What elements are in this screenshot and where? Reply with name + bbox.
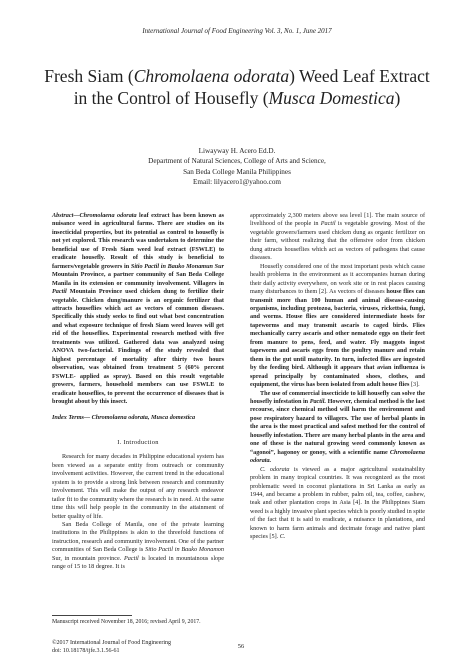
- right-p4-end: C.: [279, 533, 286, 541]
- title-part1: Fresh Siam (: [44, 66, 134, 86]
- author-email: Email: lilyacero1@yahoo.com: [192, 177, 282, 186]
- right-paragraph-3: [250, 390, 425, 466]
- intro-p2-text-b: Sur, in mountain province.: [52, 554, 124, 562]
- abstract-place2: Pactil: [52, 288, 67, 296]
- intro-p2-place2: Pactil: [123, 554, 139, 562]
- right-p2-bold: house flies can transmit more than 100 human and animal disease-causing organisms, including protozoa, bacteria, viruses, rickettsia, fungi, and worms. House flies are considered intermediate hosts for tapeworms and may transmit ascaris to caged birds. Flies mechanically carry ascaris and other nematode eggs on their feet from manure to pens, feed, and water. Fly maggots ingest tapeworm and ascaris eggs from the poultry manure and retain them in the gut until maturity. In turn, infected flies are ingested by the feeding bird. Although it appears that avian influenza is spread principally by contaminated shoes, clothes, and equipment, the virus has been isolated from adult house flies: [250, 288, 425, 389]
- section-heading: I. Introduction: [117, 438, 159, 446]
- title-part3: ): [394, 88, 401, 108]
- right-paragraph-2: [250, 263, 425, 390]
- abstract-dash: —: [73, 212, 80, 219]
- author-block: [60, 146, 414, 187]
- left-column: [52, 212, 224, 572]
- right-p2-text-a: Housefly considered one of the most important pests which cause health problems in the environment as it accompanies human during their daily activity everywhere, on work site or in rest places causing many disturbances to them [2]. As vectors of diseases: [250, 262, 425, 296]
- right-p3-bold2: However, chemical method is the last recourse, since chemical method will harm the environment and pose respiratory hazard to villagers. The use of herbal plants in the area is the most practical and safest method for the control of housefly infestation. There are many herbal plants in the area and one of these is the natural growing weed commonly known as “agonoi”, hagonoy or gonoy, with a scientific name: [250, 397, 425, 456]
- doi-line: doi: 10.18178/ijfe.3.1.56-61: [52, 647, 120, 654]
- title-species: Chromolaena odorata: [133, 66, 290, 86]
- right-paragraph-1: [250, 212, 425, 263]
- paper-title: [40, 65, 434, 109]
- abstract-label: Abstract: [52, 212, 74, 219]
- right-p3-place: Pactil.: [309, 397, 327, 405]
- intro-p2-place: Sitio Pactil in Bauko Monamon: [145, 546, 224, 554]
- footnote: Manuscript received November 18, 2016; revised April 9, 2017.: [52, 619, 201, 625]
- right-p3-bold1: The use of commercial insecticide to kill housefly can solve the housefly infestation in: [250, 389, 425, 405]
- author-institution: San Beda College Manila Philippines: [183, 167, 291, 176]
- copyright-block: [52, 640, 252, 655]
- index-terms: Index Terms— Chromolaena odorata, Musca domestica: [52, 414, 196, 422]
- author-department: Department of Natural Sciences, College of Arts and Science,: [148, 157, 326, 166]
- right-p2-end: [3].: [409, 381, 420, 389]
- page-number: 56: [237, 643, 245, 650]
- right-p4-species: C. odorata: [260, 465, 290, 473]
- journal-header: International Journal of Food Engineering Vol. 3, No. 1, June 2017: [142, 27, 332, 35]
- intro-paragraph-2: [52, 521, 224, 572]
- author-name: Liwayway H. Acero Ed.D.: [198, 147, 276, 155]
- right-p1-text-b: is vegetable growing. Most of the vegetable growers/farmers used chicken dung as organic fertilizer on their farm, without realizing that the offensive odor from chicken dung attracts houseflies which act as vectors of pathogens that cause diseases.: [250, 220, 425, 262]
- abstract-place: Sitio Pactil in Bauko Monamun Sur: [130, 262, 224, 270]
- title-part2: ) Weed Leaf Extract in the Control of Housefly (: [73, 66, 430, 108]
- right-p1-text-a: approximately 2,300 meters above sea level [1]. The main source of livelihood of the people in: [250, 212, 425, 228]
- abstract: [52, 212, 224, 406]
- right-p3-species: Chromolaena odorata.: [250, 448, 425, 465]
- copyright-line: ©2017 International Journal of Food Engineering: [52, 640, 172, 646]
- right-p4-text: is viewed as a major agricultural sustainability problem in many tropical countries. It was recognized as the most problematic weed in coconut plantations in Sri Lanka as early as 1944, and became a problem in rubber, palm oil, tea, coffee, cashew, teak and other plantation crops in Asia [4]. In the Philippines Siam weed is a highly invasive plant species which is poorly studied in spite of the fact that it is said to eradicate, a nuisance in plantations, and known to harm farm animals and decimate forage and native plant species [5].: [250, 465, 425, 541]
- right-p1-place: Pactil: [320, 220, 336, 228]
- abstract-text1: leaf extract has been known as nuisance weed in agricultural farms. There are studies on its insecticidal properties, but its potential as control to housefly is not yet explored. This research was undertaken to determine the beneficial use of Fresh Siam weed leaf extract (FSWLE) to eradicate housefly. Result of this study is beneficial to farmers/vegetable growers in: [52, 212, 224, 270]
- title-fly: Musca Domestica: [268, 88, 395, 108]
- right-column: [250, 212, 425, 542]
- abstract-species: Chromolaena odorata: [79, 212, 137, 219]
- intro-paragraph-1: Research for many decades in Philippine educational system has been viewed as a separate entity from outreach or community involvement activities. However, the current trend in the educational system is to provide a strong link between research and community involvement. This will make the output of any research endeavor tailor fit to the community where the research is in need. At the same time this will help people in the community in the attainment of better quality of life.: [52, 453, 224, 520]
- intro-p2-text-a: San Beda College of Manila, one of the private learning institutions in the Philippines is akin to the threefold functions of instruction, research and community involvement. One of the partner communities of San Beda College is: [52, 520, 224, 554]
- footnote-rule: [52, 615, 132, 616]
- abstract-text2: Mountain Province, a partner community of San Beda College Manila in its extension or community involvement. Villagers in: [52, 271, 224, 287]
- abstract-text3: Mountain Province used chicken dung to fertilize their vegetable. Chicken dung/manure is an organic fertilizer that attracts houseflies which act as vectors of common diseases. Specifically this study seeks to find out what best concentration and what exposure technique of fresh Siam weed leaves will get rid of the houseflies. Experimental research method with five treatments was utilized. Gathered data was analyzed using ANOVA two-factorial. Findings of the study revealed that highest percentage of mortality after thirty two hours observation, was obtained from treatment 5 (60% percent FSWLE- applied as spray). Based on this result vegetable growers, farmers, household members can use FSWLE to eradicate houseflies, to prevent the occurrence of diseases that is brought about by this insect.: [52, 288, 224, 405]
- right-paragraph-4: [250, 466, 425, 542]
- intro-p2-text-c: is located in mountainous slope range of 15 to 18 degree. It is: [52, 554, 224, 571]
